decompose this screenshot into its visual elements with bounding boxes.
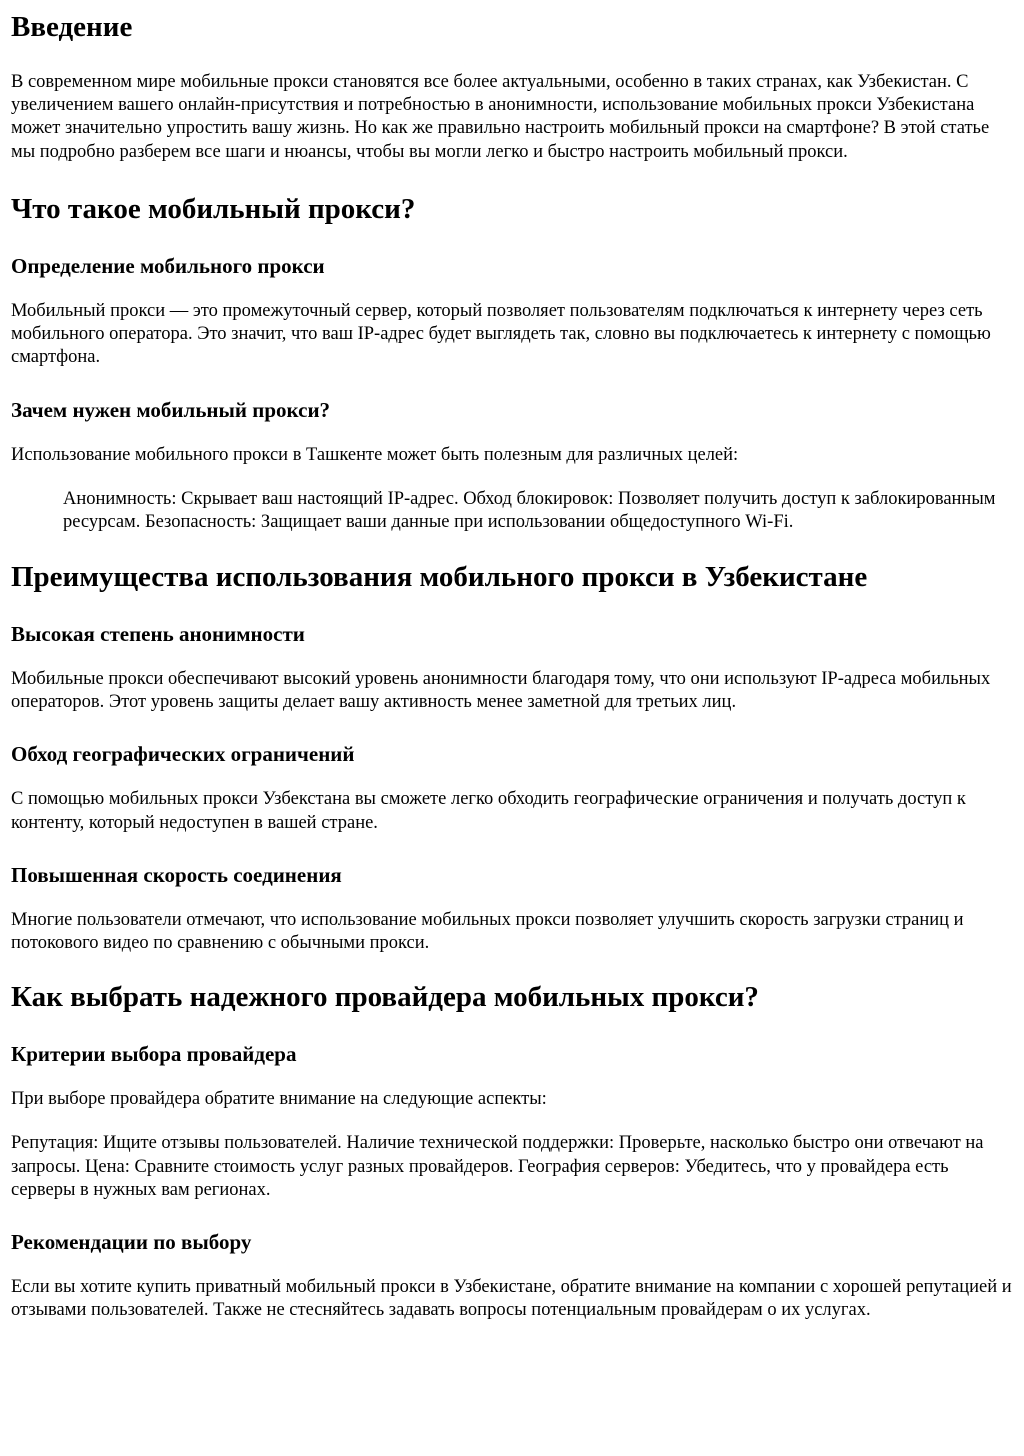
subheading-anonymity: Высокая степень анонимности xyxy=(11,622,305,647)
why-paragraph: Использование мобильного прокси в Ташкенте может быть полезным для различных целей: xyxy=(11,445,739,466)
heading-advantages: Преимущества использования мобильного прокси в Узбекистане xyxy=(11,561,868,594)
criteria-paragraph: При выборе провайдера обратите внимание на следующие аспекты: xyxy=(11,1089,547,1110)
subheading-criteria: Критерии выбора провайдера xyxy=(11,1042,297,1067)
intro-paragraph: В современном мире мобильные прокси становятся все более актуальными, особенно в таких странах, как Узбекистан. С увеличением вашего онлайн-присутствия и потребностью в анонимности, использование мобильных прокси Узбекистана может значительно упростить вашу жизнь. Но как же правильно настроить мобильный прокси на смартфоне? В этой статье мы подробно разберем все шаги и нюансы, чтобы вы могли легко и быстро настроить мобильный прокси. xyxy=(11,72,990,162)
criteria-list-paragraph: Репутация: Ищите отзывы пользователей. Наличие технической поддержки: Проверьте, насколько быстро они отвечают на запросы. Цена: Сравните стоимость услуг разных провайдеров. География серверов: Убедитесь, что у провайдера есть серверы в нужных вам регионах. xyxy=(11,1133,984,1200)
article xyxy=(0,10,1024,1322)
recommend-paragraph: Если вы хотите купить приватный мобильный прокси в Узбекистане, обратите внимание на компании с хорошей репутацией и отзывами пользователей. Также не стесняйтесь задавать вопросы потенциальным провайдерам о их услугах. xyxy=(11,1277,1012,1321)
subheading-recommend: Рекомендации по выбору xyxy=(11,1230,252,1255)
subheading-definition: Определение мобильного прокси xyxy=(11,253,325,278)
geo-paragraph: С помощью мобильных прокси Узбекстана вы сможете легко обходить географические ограничения и получать доступ к контенту, который недоступен в вашей стране. xyxy=(11,789,966,833)
why-quote: Анонимность: Скрывает ваш настоящий IP-адрес. Обход блокировок: Позволяет получить доступ к заблокированным ресурсам. Безопасность: Защищает ваши данные при использовании общедоступного Wi-Fi. xyxy=(63,488,996,532)
heading-what-is: Что такое мобильный прокси? xyxy=(11,192,416,225)
speed-paragraph: Многие пользователи отмечают, что использование мобильных прокси позволяет улучшить скорость загрузки страниц и потокового видео по сравнению с обычными прокси. xyxy=(11,909,964,954)
anonymity-paragraph: Мобильные прокси обеспечивают высокий уровень анонимности благодаря тому, что они используют IP-адреса мобильных операторов. Этот уровень защиты делает вашу активность менее заметной для третьих лиц. xyxy=(11,669,991,713)
subheading-speed: Повышенная скорость соединения xyxy=(11,862,342,887)
heading-provider: Как выбрать надежного провайдера мобильных прокси? xyxy=(11,981,759,1014)
subheading-geo: Обход географических ограничений xyxy=(11,742,355,767)
subheading-why: Зачем нужен мобильный прокси? xyxy=(11,398,331,423)
definition-paragraph: Мобильный прокси — это промежуточный сервер, который позволяет пользователям подключаться к интернету через сеть мобильного оператора. Это значит, что ваш IP-адрес будет выглядеть так, словно вы подключаетесь к интернету с помощью смартфона. xyxy=(11,300,991,368)
heading-intro: Введение xyxy=(11,11,133,43)
